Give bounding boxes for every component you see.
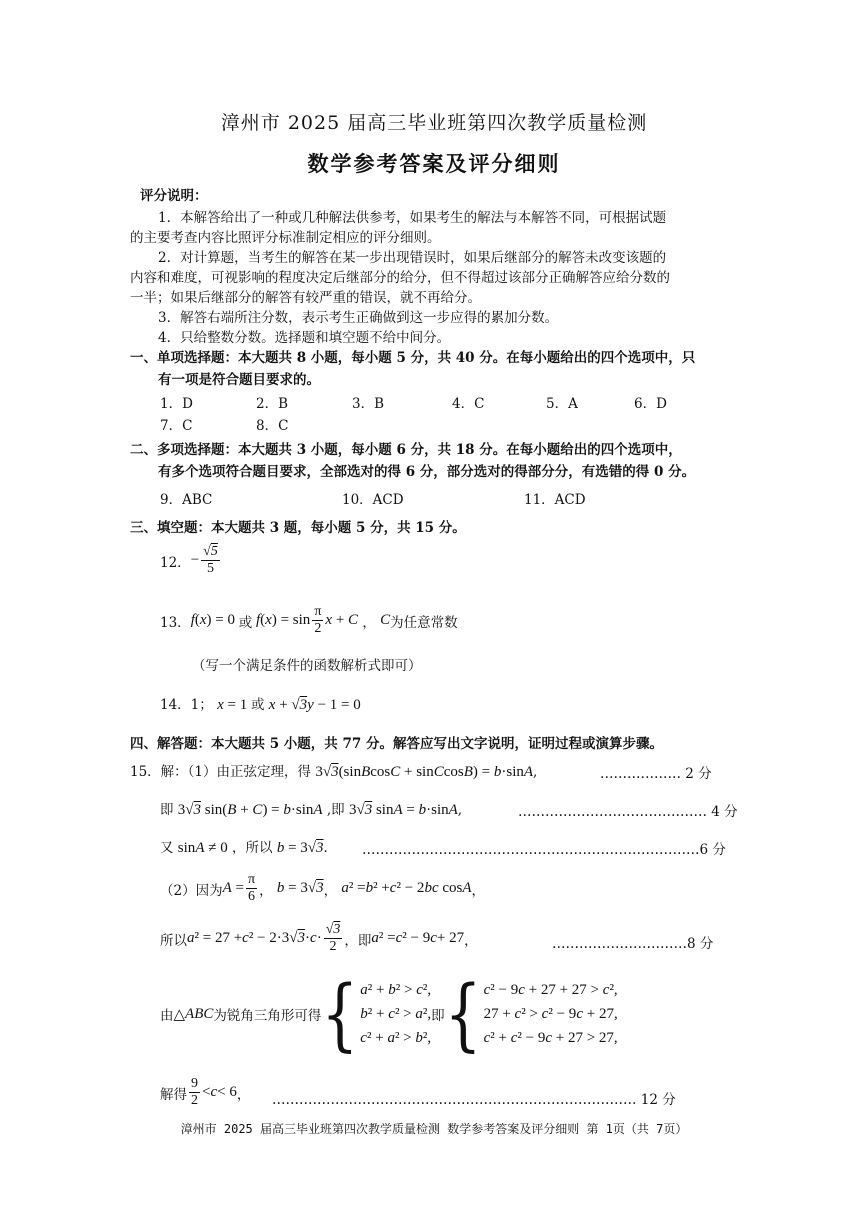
points-8: …………………………8 分: [552, 936, 714, 952]
exam-title: 漳州市 2025 届高三毕业班第四次教学质量检测: [220, 112, 648, 134]
section2-heading-2: 有多个选项符合题目要求，全部选对的得 6 分，部分选对的得部分分，有选错的得 0 分。: [158, 464, 696, 480]
q13-label: 13．: [160, 614, 191, 631]
points-4: …………………………………… 4 分: [518, 804, 738, 820]
section2-heading-1: 二、多项选择题：本大题共 3 小题，每小题 6 分，共 18 分。在每小题给出的四个选项中，: [130, 442, 682, 458]
answer-4: 4．C: [452, 396, 485, 412]
note-3: 3．解答右端所注分数，表示考生正确做到这一步应得的累加分数。: [158, 310, 559, 326]
note-4: 4．只给整数分数。选择题和填空题不给中间分。: [158, 330, 451, 346]
q15-step5: 所以 a ² = 27 + c ² − 2·3√3· c · $\frac{√3}{2}$ ，即 a ² = c ² − 9 c + 27 ，: [160, 922, 478, 955]
q15-step2: 即 3√3 sin(B + C) = b·sinA ,即 3√3 sinA = b·sinA,: [160, 802, 463, 818]
answer-1: 1．D: [160, 396, 193, 412]
answer-13: 13． f ( x ) = 0 或 f ( x ) = sin $\frac{\pi}{2}$ x + C ， C 为任意常数: [160, 604, 458, 637]
q15-step3: 又 sinA ≠ 0 ，所以 b = 3√3．: [160, 840, 338, 856]
section1-heading-2: 有一项是符合题目要求的。: [158, 372, 320, 388]
section4-heading: 四、解答题：本大题共 5 小题，共 77 分。解答应写出文字说明，证明过程或演算步骤。: [130, 736, 663, 752]
answer-12: 12． − $\frac{√5}{5}$: [160, 544, 218, 577]
note-2b: 内容和难度，可视影响的程度决定后继部分的给分，但不得超过该部分正确解答应给分数的: [130, 270, 670, 286]
points-6: …………………………………………………………………6 分: [362, 842, 726, 858]
q12-label: 12．: [160, 554, 191, 571]
answer-7: 7．C: [160, 418, 193, 434]
answer-11: 11．ACD: [524, 492, 586, 508]
q12-fraction: $\frac{√5}{5}$: [203, 544, 218, 577]
notes-heading: 评分说明：: [140, 188, 208, 204]
note-2c: 一半；如果后继部分的解答有较严重的错误，就不再给分。: [130, 290, 481, 306]
q15-step1: 15．解：（1）由正弦定理，得 3√3(sinBcosC + sinCcosB) = b·sinA,: [130, 764, 538, 780]
answer-8: 8．C: [256, 418, 289, 434]
points-12: ……………………………………………………………………… 12 分: [272, 1092, 676, 1108]
q15-step6: 由 △ ABC 为锐角三角形可得 { a² + b² > c², b² + c² > a², c² + a² > b², 即 { c² − 9c + 27 + 27 > c², 27 + c² > c² − 9c + 27, c² + c² − 9c + 27 > 27,: [160, 968, 618, 1060]
points-2: ……………… 2 分: [600, 766, 712, 782]
page-footer: 漳州市 2025 届高三毕业班第四次教学质量检测 数学参考答案及评分细则 第 1页（共 7页）: [180, 1122, 688, 1136]
q15-step4: （2）因为 A = $\frac{\pi}{6}$ ， b = 3√3 ， a ² = b ² + c ² − 2 bc cos A ，: [160, 872, 486, 905]
answer-9: 9．ABC: [160, 492, 213, 508]
answer-2: 2．B: [256, 396, 289, 412]
q13-note: （写一个满足条件的函数解析式即可）: [192, 658, 422, 674]
section3-heading: 三、填空题：本大题共 3 题，每小题 5 分，共 15 分。: [130, 520, 466, 536]
note-1a: 1．本解答给出了一种或几种解法供参考，如果考生的解法与本解答不同，可根据试题: [158, 210, 667, 226]
answer-6: 6．D: [634, 396, 667, 412]
answer-10: 10．ACD: [342, 492, 404, 508]
answer-3: 3．B: [352, 396, 385, 412]
section1-heading-1: 一、单项选择题：本大题共 8 小题，每小题 5 分，共 40 分。在每小题给出的四个选项中，只: [130, 350, 696, 366]
note-2a: 2．对计算题，当考生的解答在某一步出现错误时，如果后继部分的解答未改变该题的: [158, 250, 667, 266]
answer-5: 5．A: [546, 396, 578, 412]
note-1b: 的主要考查内容比照评分标准制定相应的评分细则。: [130, 230, 441, 246]
q15-step7: 解得 $\frac{9}{2}$ < c < 6 ，: [160, 1076, 251, 1109]
document-subtitle: 数学参考答案及评分细则: [307, 151, 561, 176]
answer-14: 14．1； x = 1 或 x + √3y − 1 = 0: [160, 697, 361, 713]
